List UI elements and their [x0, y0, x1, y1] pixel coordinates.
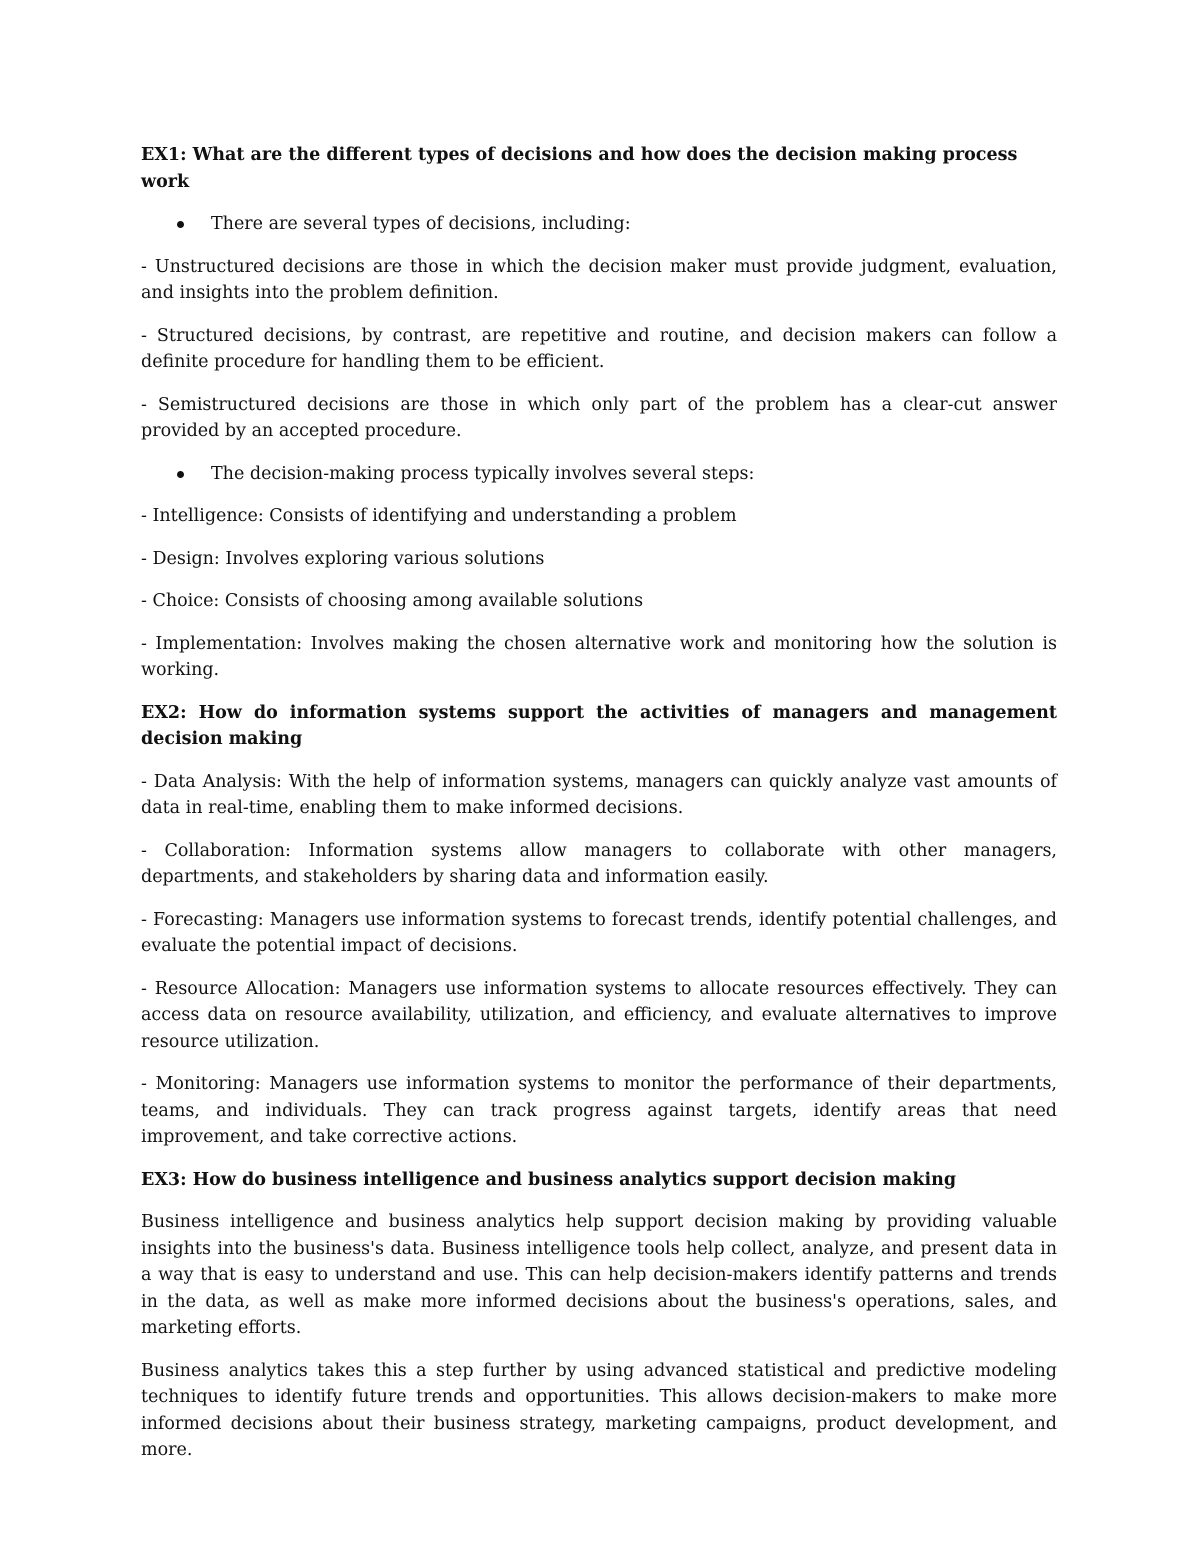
step-implementation: - Implementation: Involves making the chosen alternative work and monitoring how the solution is working.	[141, 633, 1057, 680]
bullet-item	[141, 211, 1057, 238]
support-collaboration: - Collaboration: Information systems allow managers to collaborate with other managers, departments, and stakeholders by sharing data and information easily.	[141, 840, 1057, 887]
ex1-heading: EX1: What are the different types of decisions and how does the decision making process work	[141, 145, 1018, 192]
step-intelligence: - Intelligence: Consists of identifying and understanding a problem	[141, 506, 737, 526]
support-forecasting: - Forecasting: Managers use information systems to forecast trends, identify potential challenges, and evaluate the potential impact of decisions.	[141, 909, 1057, 956]
section-ex3	[141, 1167, 1057, 1464]
section-ex1	[141, 142, 1057, 684]
section-ex2	[141, 700, 1057, 1151]
support-data-analysis: - Data Analysis: With the help of information systems, managers can quickly analyze vast amounts of data in real-time, enabling them to make informed decisions.	[141, 771, 1057, 818]
step-design: - Design: Involves exploring various solutions	[141, 548, 545, 569]
bullet-dot-icon	[177, 221, 184, 228]
decision-type-structured: - Structured decisions, by contrast, are repetitive and routine, and decision makers can follow a definite procedure for handling them to be efficient.	[141, 325, 1057, 372]
ex3-heading: EX3: How do business intelligence and business analytics support decision making	[141, 1169, 957, 1190]
bullet-text: The decision-making process typically involves several steps:	[211, 463, 755, 484]
bullet-item	[141, 461, 1057, 488]
step-choice: - Choice: Consists of choosing among available solutions	[141, 591, 644, 611]
ex2-heading: EX2: How do information systems support the activities of managers and management decision making	[141, 702, 1057, 749]
decision-type-unstructured: - Unstructured decisions are those in which the decision maker must provide judgment, evaluation, and insights into the problem definition.	[141, 256, 1057, 303]
bi-paragraph: Business intelligence and business analytics help support decision making by providing valuable insights into the business's data. Business intelligence tools help collect, analyze, and present data in a way that is easy to understand and use. This can help decision-makers identify patterns and trends in the data, as well as make more informed decisions about the business's operations, sales, and marketing efforts.	[141, 1212, 1057, 1338]
support-monitoring: - Monitoring: Managers use information systems to monitor the performance of their departments, teams, and individuals. They can track progress against targets, identify areas that need improvement, and take corrective actions.	[141, 1074, 1057, 1147]
document-page	[141, 142, 1057, 1480]
ba-paragraph: Business analytics takes this a step further by using advanced statistical and predictive modeling techniques to identify future trends and opportunities. This allows decision-makers to make more informed decisions about their business strategy, marketing campaigns, product development, and more.	[141, 1360, 1057, 1460]
bullet-dot-icon	[177, 471, 184, 478]
bullet-text: There are several types of decisions, including:	[211, 214, 631, 234]
support-resource-allocation: - Resource Allocation: Managers use information systems to allocate resources effectively. They can access data on resource availability, utilization, and efficiency, and evaluate alternatives to improve resource utilization.	[141, 978, 1057, 1052]
decision-type-semistructured: - Semistructured decisions are those in which only part of the problem has a clear-cut answer provided by an accepted procedure.	[141, 394, 1057, 441]
